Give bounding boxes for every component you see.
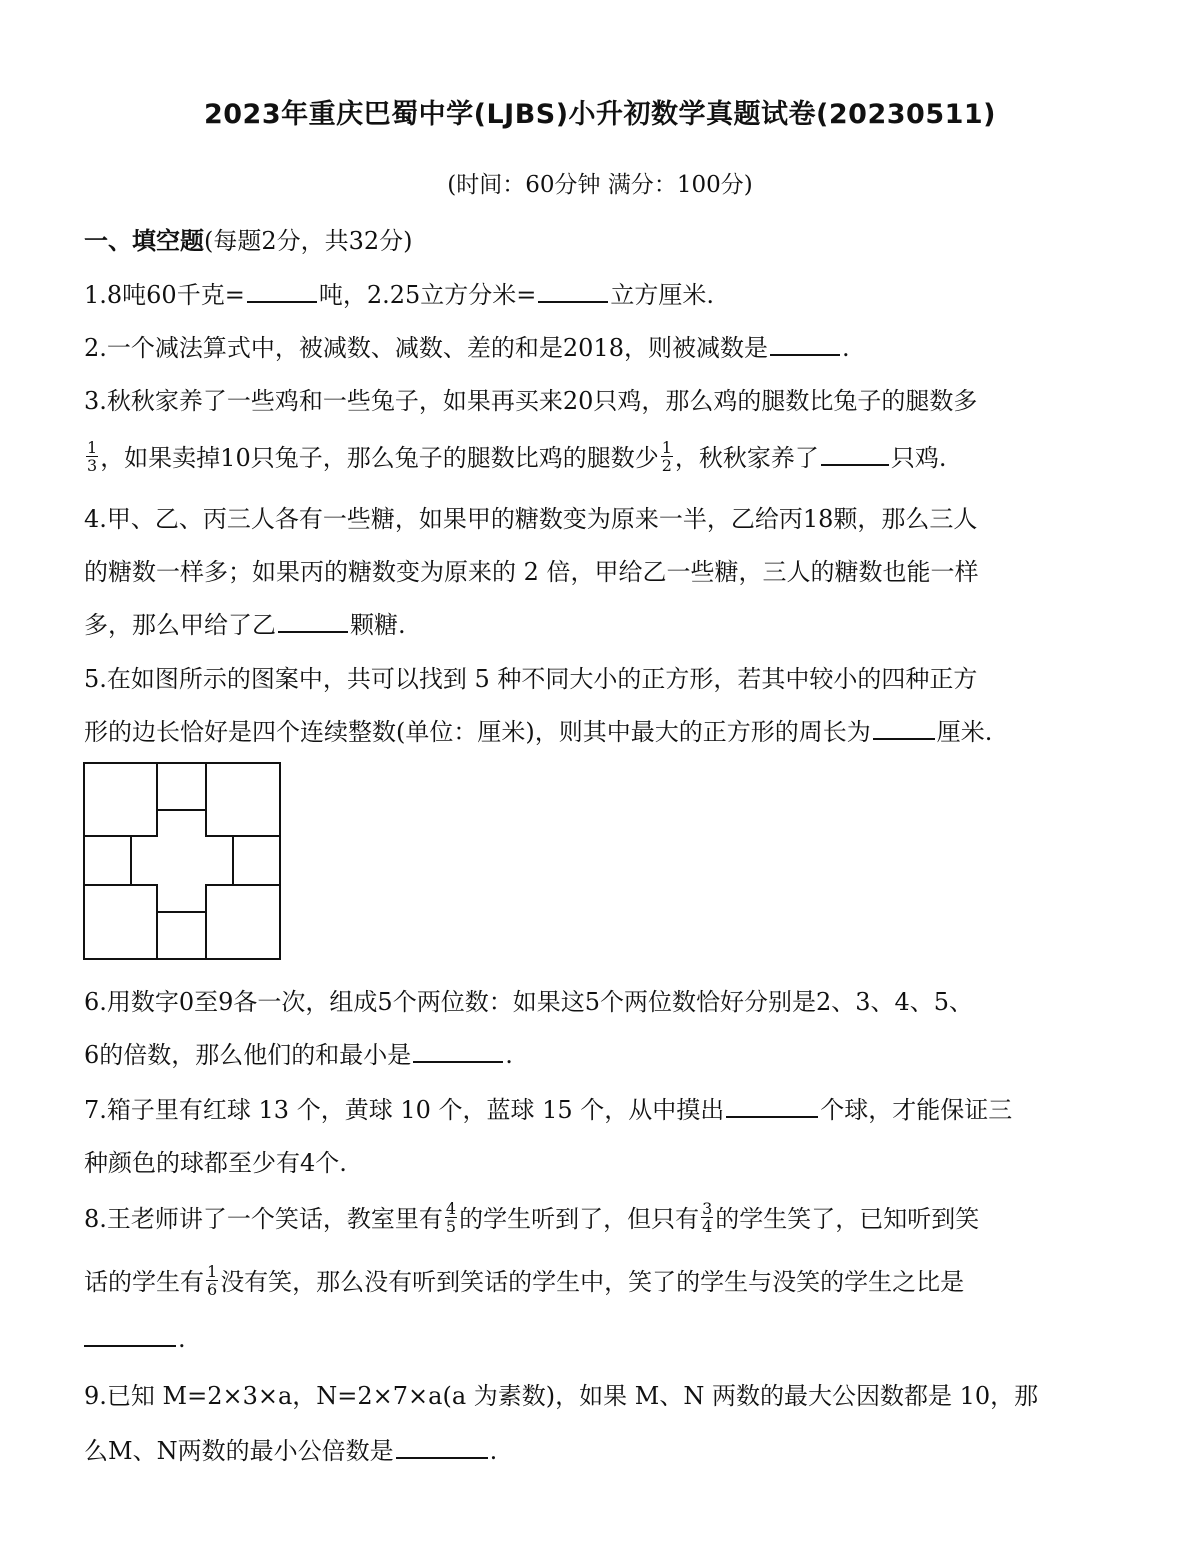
fraction-denominator: 2 (661, 456, 672, 475)
answer-blank (770, 334, 840, 356)
fraction-denominator: 5 (445, 1217, 457, 1236)
question-7-line-2: 种颜色的球都至少有4个. (84, 1149, 347, 1177)
fraction-numerator: 1 (661, 438, 672, 457)
q1-text-a: 1.8吨60千克= (84, 281, 245, 309)
question-7-line-1 (84, 1090, 1012, 1125)
answer-blank (821, 444, 889, 466)
question-8-line-2 (84, 1262, 964, 1301)
question-4-line-2: 的糖数一样多；如果丙的糖数变为原来的 2 倍，甲给乙一些糖，三人的糖数也能一样 (84, 558, 979, 586)
question-3-line-1: 3.秋秋家养了一些鸡和一些兔子，如果再买来20只鸡，那么鸡的腿数比兔子的腿数多 (84, 387, 978, 415)
q4-text-b: 颗糖. (350, 611, 406, 639)
q5-text-b: 厘米. (936, 718, 993, 746)
q6-text-a: 6的倍数，那么他们的和最小是 (84, 1041, 412, 1069)
answer-blank (247, 281, 317, 303)
question-6-line-1: 6.用数字0至9各一次，组成5个两位数：如果这5个两位数恰好分别是2、3、4、5、 (84, 988, 974, 1016)
q8-text-f: . (178, 1325, 186, 1353)
fraction (701, 1200, 713, 1235)
answer-blank (873, 718, 935, 740)
q5-text-a: 形的边长恰好是四个连续整数(单位：厘米)，则其中最大的正方形的周长为 (84, 718, 871, 746)
q8-text-a: 8.王老师讲了一个笑话，教室里有 (84, 1205, 443, 1233)
exam-title: 2023年重庆巴蜀中学(LJBS)小升初数学真题试卷(20230511) (203, 99, 997, 130)
q2-text-a: 2.一个减法算式中，被减数、减数、差的和是2018，则被减数是 (84, 334, 768, 362)
q7-text-b: 个球，才能保证三 (820, 1096, 1013, 1124)
question-8-line-3 (84, 1325, 186, 1353)
fraction-denominator: 4 (702, 1217, 713, 1236)
q7-text-a: 7.箱子里有红球 13 个，黄球 10 个，蓝球 15 个，从中摸出 (84, 1096, 725, 1124)
fraction-numerator: 1 (87, 438, 98, 457)
outer-square (84, 763, 280, 959)
answer-blank (396, 1437, 488, 1459)
q3-text-c: 只鸡. (890, 444, 947, 472)
q8-text-e: 没有笑，那么没有听到笑话的学生中，笑了的学生与没笑的学生之比是 (220, 1268, 965, 1296)
answer-blank (413, 1041, 503, 1063)
q8-text-d: 话的学生有 (84, 1268, 204, 1296)
q1-text-c: 立方厘米. (610, 281, 715, 309)
question-9-line-1: 9.已知 M=2×3×a，N=2×7×a(a 为素数)，如果 M、N 两数的最大公因数都是 10，那 (84, 1382, 1039, 1410)
question-3-line-2 (84, 438, 947, 477)
question-9-line-2 (84, 1431, 497, 1466)
question-4-line-1: 4.甲、乙、丙三人各有一些糖，如果甲的糖数变为原来一半，乙给丙18颗，那么三人 (84, 505, 978, 533)
fraction (661, 439, 673, 474)
section-note: (每题2分，共32分) (204, 227, 413, 255)
question-5-line-1: 5.在如图所示的图案中，共可以找到 5 种不同大小的正方形，若其中较小的四种正方 (84, 665, 978, 693)
section-heading (84, 221, 413, 256)
question-8-line-1 (84, 1199, 979, 1238)
fraction-denominator: 6 (207, 1280, 218, 1299)
q8-text-c: 的学生笑了，已知听到笑 (715, 1205, 980, 1233)
fraction (86, 439, 98, 474)
q1-text-b: 吨，2.25立方分米= (318, 281, 537, 309)
q8-text-b: 的学生听到了，但只有 (459, 1205, 700, 1233)
q3-text-a: ，如果卖掉10只兔子，那么兔子的腿数比鸡的腿数少 (100, 444, 659, 472)
fraction (206, 1263, 218, 1298)
answer-blank (278, 611, 348, 633)
q3-text-b: ，秋秋家养了 (674, 444, 819, 472)
q9-text-a: 么M、N两数的最小公倍数是 (84, 1437, 394, 1465)
question-1 (84, 275, 714, 310)
question-2 (84, 328, 850, 363)
answer-blank (538, 281, 608, 303)
squares-figure (83, 762, 281, 960)
fraction-numerator: 3 (702, 1199, 713, 1218)
fraction (445, 1200, 457, 1235)
question-4-line-3 (84, 605, 406, 640)
q2-text-b: . (841, 334, 850, 362)
fraction-numerator: 4 (445, 1199, 457, 1218)
fraction-numerator: 1 (207, 1262, 218, 1281)
answer-blank (726, 1096, 818, 1118)
q9-text-b: . (489, 1437, 498, 1465)
exam-subtitle: (时间：60分钟 满分：100分) (447, 172, 753, 198)
section-title: 一、填空题 (84, 227, 204, 255)
question-6-line-2 (84, 1035, 513, 1070)
question-5-line-2 (84, 712, 992, 747)
fraction-denominator: 3 (87, 456, 98, 475)
cross-shape (131, 810, 233, 912)
q6-text-b: . (505, 1041, 513, 1069)
answer-blank (84, 1325, 176, 1347)
q4-text-a: 多，那么甲给了乙 (84, 611, 276, 639)
